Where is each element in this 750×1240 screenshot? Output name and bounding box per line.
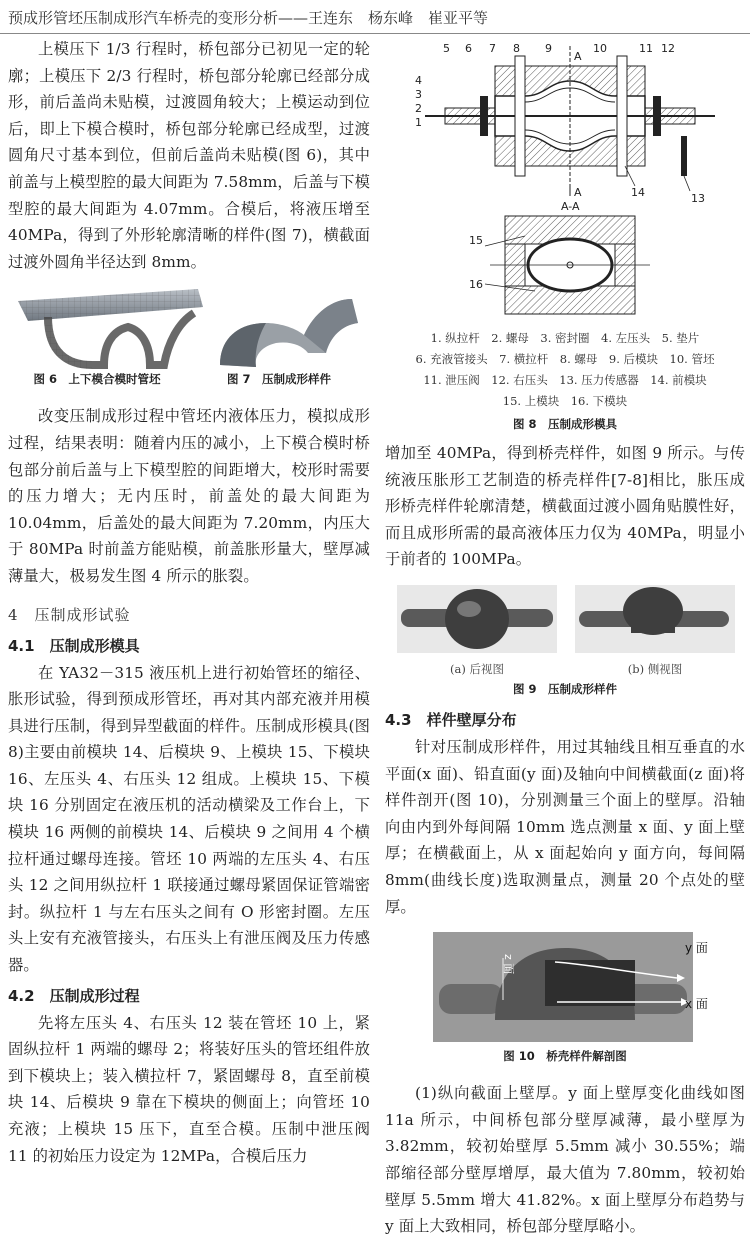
fig8-label-5: 5 (443, 42, 450, 55)
fig9-caption: 图 9 压制成形样件 (512, 681, 617, 696)
section-4-2-heading: 4.2 压制成形过程 (8, 986, 140, 1005)
right-column (385, 36, 745, 1240)
fig8-legend-line: 15. 上模块 16. 下模块 (502, 394, 628, 408)
fig8-label-16: 16 (469, 278, 483, 291)
fig8-label-6: 6 (465, 42, 472, 55)
fig8-label-11: 11 (639, 42, 653, 55)
fig8-label-4: 4 (415, 74, 422, 87)
fig6-caption: 图 6 上下模合模时管坯 (33, 372, 161, 387)
fig8-label-10: 10 (593, 42, 607, 55)
fig9b-label: (b) 侧视图 (627, 661, 683, 676)
paragraph-results-compare: 增加至 40MPa，得到桥壳样件，如图 9 所示。与传统液压胀形工艺制造的桥壳样件[7-8]相比，胀压成形桥壳样件轮廓清楚，横截面过渡小圆角贴膜性好，而且成形所需的最高液体压力仅为 40MPa，明显小于前者的 100MPa。 (385, 444, 745, 569)
fig10-label-x: x 面 (685, 997, 708, 1012)
fig6-image (18, 289, 203, 365)
left-column (8, 36, 370, 1169)
section-4-3-heading: 4.3 样件壁厚分布 (385, 710, 517, 729)
paragraph-forming-process: 先将左压头 4、右压头 12 装在管坯 10 上，紧固纵拉杆 1 两端的螺母 2；将装好压头的管坯组件放到下模块上；装入横拉杆 7，紧固螺母 8，直至前模块 14、后模块 9 靠在下模块的侧面上；向管坯 10 充液；上模块 15 压下，直至合模。压制中泄压阀 11 的初始压力设定为 12MPa，合模后压力 (8, 1013, 370, 1165)
fig10-label-z: z 面 (502, 954, 515, 975)
fig9a-rear-view (397, 585, 557, 653)
fig9b-side-view (575, 585, 735, 653)
fig8-legend-line: 1. 纵拉杆 2. 螺母 3. 密封圈 4. 左压头 5. 垫片 (430, 331, 700, 345)
paragraph-measurement-method: 针对压制成形样件，用过其轴线且相互垂直的水平面(x 面)、铅直面(y 面)及轴向中间横截面(z 面)将样件剖开(图 10)，分别测量三个面上的壁厚。沿轴向由内到外每间隔 10mm 选点测量 x 面、y 面上壁厚；在横截面上，从 x 面起始向 y 面方向，每间隔 8mm(曲线长度)选取测量点，测量 20 个点处的壁厚。 (385, 737, 745, 916)
fig8-label-13: 13 (691, 192, 705, 205)
fig9a-label: (a) 后视图 (450, 661, 504, 676)
fig8-legend-line: 11. 泄压阀 12. 右压头 13. 压力传感器 14. 前模块 (423, 373, 707, 387)
paragraph-pressure-effect: 改变压制成形过程中管坯内液体压力，模拟成形过程，结果表明：随着内压的减小，上下模合模时桥包部分前后盖与上下模型腔的间距增大，校形时需要的压力增大；无内压时，前盖处的最大间距为 10.04mm，后盖处的最大间距为 7.20mm，内压大于 80MPa 时前盖方能贴模，前盖胀形量大，壁厚减薄量大，极易发生图 4 所示的胀裂。 (8, 407, 370, 585)
fig8-label-8: 8 (513, 42, 520, 55)
paragraph-forming-stages: 上模压下 1/3 行程时，桥包部分已初见一定的轮廓；上模压下 2/3 行程时，桥包部分轮廓已经部分成形，前后盖尚未贴模，过渡圆角较大；上模运动到位后，即上下模合模时，桥包部分轮廓已经成型，过渡圆角尺寸基本到位，但前后盖尚未贴模(图 6)，其中前盖与上模型腔的最大间距为 7.58mm，后盖与下模型腔的最大间距为 4.07mm。合模后，将液压增至 40MPa，得到了外形轮廓清晰的样件(图 7)，横截面过渡外圆角半径达到 8mm。 (8, 40, 370, 271)
fig7-image (220, 299, 358, 367)
fig8-legend (385, 328, 745, 412)
fig10-label-y: y 面 (685, 941, 708, 956)
paragraph-die-structure: 在 YA32－315 液压机上进行初始管坯的缩径、胀形试验，得到预成形管坯，再对其内部充液并用模具进行压制，得到异型截面的样件。压制成形模具(图 8)主要由前模块 14、后模块 9、上模块 15、下模块 16、左压头 4、右压头 12 组成。上模块 15、下模块 16 分别固定在液压机的活动横梁及工作台上，下模块 16 两侧的前模块 14、后模块 9 之间用 4 个横拉杆通过螺母连接。管坯 10 两端的左压头 4、右压头 12 之间用纵拉杆 1 联接通过螺母紧固保证管端密封。纵拉杆 1 与左右压头之间有 O 形密封圈。左压头上安有充液管接头，右压头上有泄压阀及压力传感器。 (8, 663, 370, 975)
fig8-label-AA: A-A (561, 200, 580, 213)
fig7-caption: 图 7 压制成形样件 (226, 372, 331, 387)
fig8-label-A-top: A (574, 50, 582, 63)
paragraph-wall-thickness: (1)纵向截面上壁厚。y 面上壁厚变化曲线如图 11a 所示，中间桥包部分壁厚减薄，最小壁厚为 3.82mm，较初始壁厚 5.5mm 减小 30.55%；端部缩径部分壁厚增厚，最大值为 7.80mm，较初始壁厚 5.5mm 增大 41.82%。x 面上壁厚分布趋势与 y 面上大致相同，桥包部分壁厚略小。 (385, 1084, 745, 1236)
fig8-label-9: 9 (545, 42, 552, 55)
fig8-label-3: 3 (415, 88, 422, 101)
fig8-label-14: 14 (631, 186, 645, 199)
fig8-label-12: 12 (661, 42, 675, 55)
fig6-fig7-images (8, 283, 370, 369)
fig8-label-7: 7 (489, 42, 496, 55)
fig10-image (385, 930, 745, 1042)
section-4-1-heading: 4.1 压制成形模具 (8, 636, 140, 655)
figure-8 (385, 36, 745, 436)
section-4-heading: 4 压制成形试验 (8, 605, 131, 624)
figure-9 (385, 583, 745, 699)
fig8-label-15: 15 (469, 234, 483, 247)
fig8-legend-line: 6. 充液管接头 7. 横拉杆 8. 螺母 9. 后模块 10. 管坯 (415, 352, 715, 366)
fig8-label-A-bottom: A (574, 186, 582, 199)
fig8-label-2: 2 (415, 102, 422, 115)
fig8-caption: 图 8 压制成形模具 (512, 417, 617, 431)
fig8-label-1: 1 (415, 116, 422, 129)
figures-6-7 (8, 283, 370, 391)
figure-10 (385, 930, 745, 1070)
fig9-images (385, 583, 745, 655)
running-header: 预成形管坯压制成形汽车桥壳的变形分析——王连东 杨东峰 崔亚平等 (0, 0, 750, 34)
fig10-caption: 图 10 桥壳样件解剖图 (503, 1049, 627, 1064)
fig8-die-drawing (385, 36, 745, 316)
